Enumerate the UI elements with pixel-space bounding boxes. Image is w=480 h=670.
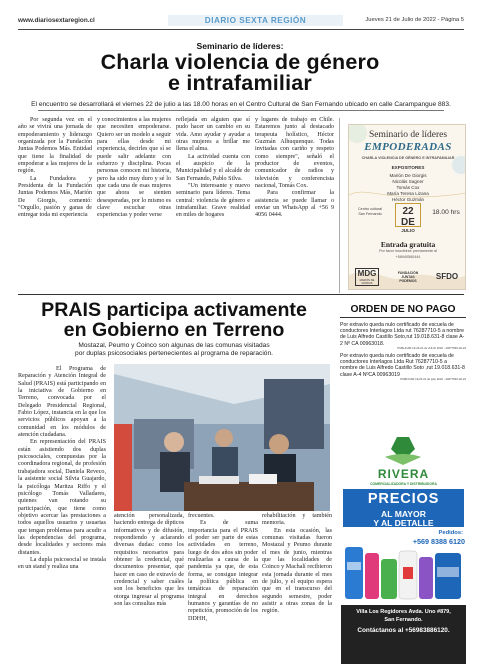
- newspaper-brand: DIARIO SEXTA REGIÓN: [168, 15, 343, 26]
- poster-speaker: Héctor Guzmán: [391, 197, 425, 203]
- poster-speaker: Marión De Giorgis: [389, 173, 427, 178]
- fundacion-logo-line: JUNTAS: [401, 275, 415, 280]
- column-separator: [339, 118, 340, 293]
- article2-deck-line1: Mostazal, Peumo y Coinco son algunas de las comunas visitadas: [78, 342, 270, 349]
- article2-column-3: [188, 513, 258, 623]
- ad-line-detalle: Y AL DETALLE: [373, 518, 434, 528]
- notice-1: Por extravío queda nulo certificado de escuela de conductores Interlagos Ltda rut 76287710-5 a nombre de Luis Alfredo Castillo Soto,rut 19.018.631-8 clase A-2 Nº CA 00963018.: [340, 322, 465, 347]
- prais-stand-photo: [114, 364, 330, 511]
- article2-deck-line2: por duplas psicosociales pertenecientes al programa de reparación.: [75, 349, 273, 357]
- poster-venue: [353, 207, 387, 216]
- section-rule: [18, 294, 464, 295]
- article1-col3-para2: La actividad cuenta con el auspicio de la Municipalidad y el alcalde de San Fernando, Pablo Silva.: [176, 153, 250, 182]
- poster-speaker: Tomás Cox: [396, 185, 420, 191]
- article2-col3-para2: Es de suma importancia para el PRAIS el poder ser parte de estas actividades en terreno, luego de dos años sin poder realizarlas a causa de la pandemia ya que, de esta forma, se consigue integrar la política pública en temáticas de reparación integral en derechos humanos y garantías de no repetición, promoción de los DDHH,: [188, 520, 258, 622]
- article2-col4-para2: En esta ocasión, las comunas visitadas fueron Mostazal y Peumo durante el mes de junio, mientras que las localidades de Coinco y Machalí recibieron esta jornada durante el mes de julio, y el equipo espera que en el transcurso del segundo semestre, poder asistir a otras zonas de la región.: [262, 527, 332, 615]
- article2-column-2: [114, 513, 184, 608]
- ad-price-banner: [343, 489, 464, 527]
- article2-col2-para1: atención personalizada, haciendo entrega de dípticos informativos y de difusión, respondiendo y aclarando diversas dudas: como los requisitos necesarios para obtener la credencial, qué documentos presentar, qué hacer en caso de extravío de credencial y saber cuáles son los beneficios que les otorga ingresar al programa son las consultas más: [114, 513, 184, 608]
- article2-column-4: [262, 513, 332, 616]
- article2-deck: [18, 342, 330, 357]
- article1-col1-para1: Por segunda vez en el año se vivirá una jornada de empoderamiento y liderazgo organizada por la Fundación Juntas Podemos Más. Entidad que tiene la finalidad de empoderar a las mujeres de la región.: [18, 117, 92, 175]
- notice-2: Por extravío queda nulo certificado de escuela de conductores Interlagos Ltda Rut 76287710-5 a nombre de Luis Alfredo Castillo Soto ,rut 19.018.631-8 clase A-4 NºCA 00963019: [340, 353, 465, 378]
- ad-contact[interactable]: Contáctanos al +56983886120.: [357, 627, 450, 634]
- rivera-advertisement[interactable]: [341, 427, 466, 664]
- article2-col1-para2: En representación del PRAIS están asistiendo dos duplas psicosociales, compuestas por la coordinadora regional, de profesión trabajadora social, Daniela Reveco, la asistente social Silvia Guajardo, la psicóloga Maritza Riffo y el psicólogo Tomás Valladares, quienes van rotando su participación, que tiene como objetivo acercar las prestaciones a todos aquellos usuarios y usuarias que tengan problemas para acudir a las dependencias del programa, desde localidades y sectores más distantes.: [18, 439, 106, 556]
- page-header: [18, 16, 466, 28]
- notice-1-meta: PUBLICAR 19-20-21 de JULIO 2022 - 20677846-02-24: [397, 346, 466, 350]
- poster-day: 22 DE: [401, 206, 415, 228]
- notice-2-meta: PUBLICAR 19-20-21 de julio 2022 - 20677846-02-24: [400, 377, 466, 381]
- fundacion-logo-line: FUNDACIÓN: [397, 271, 419, 275]
- article2-col1-para1: El Programa de Reparación y Atención Integral de Salud (PRAIS) está participando en la iniciativa de Gobierno en Terreno, convocada por el Delegado Presidencial Regional, Fabio López, instancia en la que los servicios públicos apoyan a la comunidad en los módulos de atención ciudadana.: [18, 366, 106, 439]
- mdg-logo-sub: MARIÓN DE GIORGIS: [359, 279, 375, 285]
- article2-column-1: [18, 366, 106, 572]
- poster-speaker: Nicolás Sagner: [392, 179, 424, 185]
- poster-expositores-label: EXPOSITORES: [391, 165, 425, 170]
- poster-free-entry: Entrada gratuita: [380, 240, 436, 249]
- fundacion-logo-line: PODEMOS: [399, 279, 417, 284]
- poster-title: EMPODERADAS: [364, 141, 452, 153]
- ad-address-line1: Villa Los Regidores Avda. Uno #879,: [356, 609, 451, 615]
- poster-date-box: [395, 203, 421, 233]
- article2-headline: [18, 300, 330, 340]
- article1-column-1: [18, 117, 92, 220]
- mdg-logo: [355, 268, 379, 286]
- deck-rule: [38, 110, 444, 111]
- ad-line-mayor: AL MAYOR: [381, 509, 426, 519]
- poster-time: 18.00 hrs: [432, 209, 460, 216]
- rivera-tagline: COMERCIALIZADORA Y DISTRIBUIDORA: [370, 482, 437, 486]
- article1-col4-para2: Para confirmar la asistencia se puede llamar o enviar un WhatsApp al +56 9 4056 0444.: [255, 190, 334, 219]
- article1-deck: El encuentro se desarrollará el viernes 22 de julio a las 18.00 horas en el Centro Cultural de San Fernando ubicado en calle Carampangue 883.: [31, 101, 451, 108]
- ad-orders-label: Pedidos:: [438, 530, 463, 536]
- site-url[interactable]: www.diariosextaregion.cl: [18, 17, 95, 24]
- rivera-logo: RIVERA: [377, 467, 430, 481]
- article1-headline: [30, 52, 450, 94]
- article1-col1-para2: La Fundadora y Presidenta de la Fundación Juntas Podemos Más, Marión De Giorgis, comentó: "Orgullo, pasión y ganas de entregar toda mi experiencia: [18, 175, 92, 219]
- article2-col1-para3: La dupla psicosocial se instala en un stand y realiza una: [18, 556, 106, 571]
- notices-title: ORDEN DE NO PAGO: [350, 304, 456, 315]
- notices-rule: [340, 317, 466, 318]
- article1-column-3: [176, 117, 250, 220]
- fundacion-logo: [393, 268, 423, 286]
- poster-registration-note: Por favor inscribirse previamente al: [379, 249, 437, 253]
- article1-kicker: Seminario de líderes:: [196, 41, 284, 51]
- poster-venue-line: Centro cultural: [358, 207, 382, 211]
- poster-speaker: María Teresa Lizana: [387, 191, 429, 197]
- article1-headline-line2: e intrafamiliar: [168, 71, 312, 95]
- article1-col3-para3: "Un interesante y nuevo seminario para líderes. Tema central: violencia de género e intrafamiliar. Grave realidad en miles de hogares: [176, 183, 250, 219]
- header-rule: [18, 29, 464, 30]
- sfdo-logo: SFDO: [435, 272, 459, 281]
- mdg-logo-text: MDG: [357, 269, 377, 278]
- poster-venue-line: San Fernando: [358, 211, 382, 216]
- dateline: Jueves 21 de Julio de 2022 - Página 5: [365, 17, 464, 23]
- poster-speaker-list: [349, 173, 466, 203]
- article2-col3-para1: frecuentes.: [188, 513, 215, 519]
- ad-phone[interactable]: +569 8388 6120: [412, 537, 465, 546]
- ad-footer: [341, 605, 466, 664]
- seminar-poster: [348, 124, 466, 290]
- ad-line-precios: PRECIOS: [367, 491, 440, 507]
- article1-column-2: [97, 117, 171, 220]
- poster-subtitle: CHARLA VIOLENCIA DE GÉNERO E INTRAFAMILIAR: [361, 156, 455, 160]
- photo-illustration: [114, 364, 330, 511]
- article1-col2-para1: y conocimientos a las mujeres que necesiten empoderarse. Quiero ser un modelo a seguir para ellas desde mi experiencia, decirles que sí se puede salir adelante con esfuerzo y disciplina. Pocas personas conocen mi historia, pero ha sido muy duro y sé lo que cada una de esas mujeres que ahora se sienten desesperadas, por lo mismo es clave escuchar otras experiencias y poder verse: [97, 117, 171, 219]
- article1-col4-para1: y lugares de trabajo en Chile. Estaremos junto al destacado terapeuta holístico, Héctor Guzmán Alhuquenque. Todas invitadas con cariño y respeto como siempre", señaló el productor de eventos, comunicador de radios y televisión y conferencista nacional, Tomás Cox.: [255, 117, 334, 190]
- article1-column-4: [255, 117, 334, 220]
- ad-address-line2: San Fernando.: [384, 617, 423, 623]
- article2-col4-para1: rehabilitación y también memoria.: [262, 513, 332, 527]
- article2-headline-line1: PRAIS participa activamente: [41, 299, 307, 321]
- poster-phone: +56940560444: [395, 255, 421, 259]
- article2-headline-line2: en Gobierno en Terreno: [63, 319, 285, 341]
- poster-month: JULIO: [401, 228, 415, 233]
- poster-heading: Seminario de líderes: [368, 130, 448, 140]
- article1-headline-line1: Charla violencia de género: [100, 50, 380, 74]
- article1-col3-para1: reflejada en alguien que sí pudo hacer un cambio en su vida. Amo ayudar y ayudar a otras mujeres a brillar me llena el alma.: [176, 117, 250, 153]
